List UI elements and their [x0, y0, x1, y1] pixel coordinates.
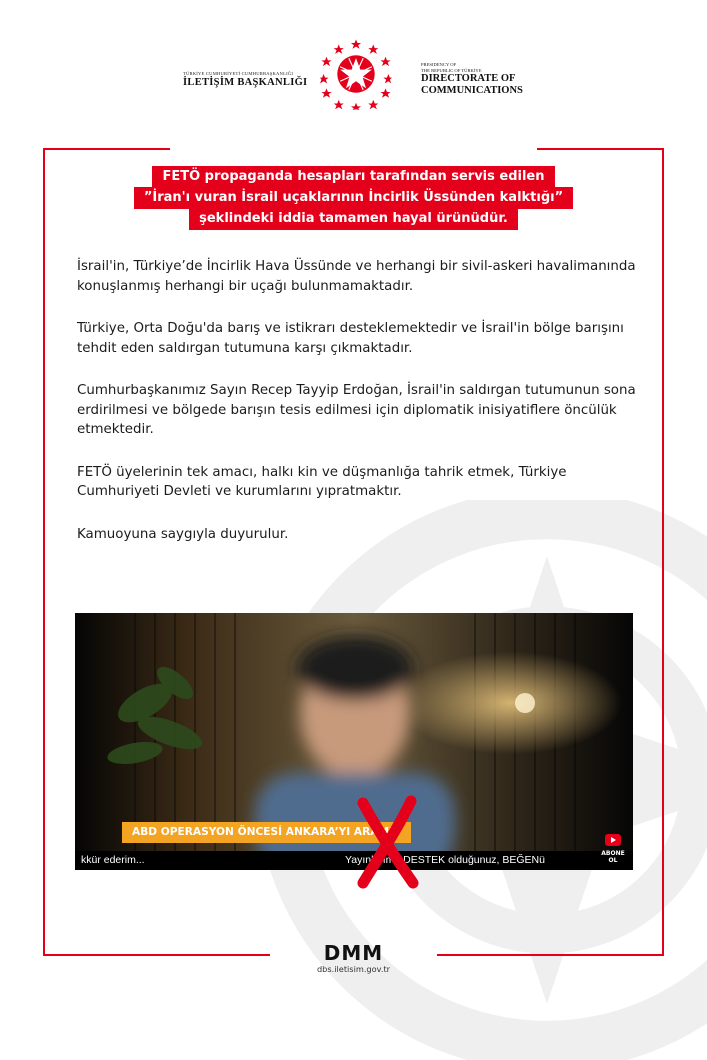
red-cross-icon: [355, 795, 420, 890]
frame-line: [662, 148, 664, 956]
subscribe-label-1: ABONE: [601, 850, 625, 857]
agency-parent-en-1: PRESIDENCY OF: [421, 62, 457, 67]
headline-line-3: şeklindeki iddia tamamen hayal ürünüdür.: [189, 208, 518, 230]
agency-name-tr: [183, 71, 307, 88]
paragraph: İsrail'in, Türkiye’de İncirlik Hava Üssünde ve herhangi bir sivil-askeri havalimanında konuşlanmış herhangi bir uçağı bulunmamaktadır.: [77, 259, 636, 294]
dmm-logo: DMM: [323, 941, 384, 965]
ticker-text-left: kkür ederim...: [81, 854, 145, 866]
agency-title-en-2: COMMUNICATIONS: [421, 84, 523, 96]
headline-line-2: ”İran'ı vuran İsrail uçaklarının İncirlik Üssünden kalktığı”: [134, 187, 573, 209]
agency-parent-en-2: THE REPUBLIC OF TÜRKİYE: [421, 67, 482, 73]
video-caption: ABD OPERASYON ÖNCESİ ANKARA’YI ARAMIŞ: [122, 822, 411, 843]
frame-line: [537, 148, 664, 150]
agency-name-en: [421, 62, 523, 96]
page-header: [0, 38, 707, 123]
frame-line: [43, 148, 170, 150]
play-icon: [605, 834, 621, 846]
ticker-text-right: Yayınlarıma DESTEK olduğunuz, BEĞENü: [345, 854, 545, 866]
footer-url[interactable]: dbs.iletisim.gov.tr: [316, 964, 391, 974]
page-footer: [0, 942, 707, 974]
agency-parent-tr: TÜRKİYE CUMHURİYETİ CUMHURBAŞKANLIĞI: [183, 71, 294, 76]
star-emblem-icon: [320, 38, 392, 110]
headline-line-1: FETÖ propaganda hesapları tarafından servis edilen: [152, 166, 554, 188]
subscribe-badge: [599, 831, 627, 864]
statement-body: [77, 257, 637, 567]
paragraph: Cumhurbaşkanımız Sayın Recep Tayyip Erdoğan, İsrail'in saldırgan tutumunun sona erdirilmesi ve bölgede barışın tesis edilmesi için diplomatik inisiyatiflere öncülük etmektedir.: [77, 383, 636, 437]
paragraph: FETÖ üyelerinin tek amacı, halkı kin ve düşmanlığa tahrik etmek, Türkiye Cumhuriyeti Devleti ve kurumlarını yıpratmaktır.: [77, 464, 567, 499]
paragraph: Kamuoyuna saygıyla duyurulur.: [77, 526, 289, 542]
paragraph: Türkiye, Orta Doğu'da barış ve istikrarı desteklemektedir ve İsrail'in bölge barışını tehdit eden saldırgan tutumuna karşı çıkmaktadır.: [77, 321, 624, 356]
headline: [0, 165, 707, 228]
agency-title-en-1: DIRECTORATE OF: [421, 73, 516, 85]
agency-title-tr: İLETİŞİM BAŞKANLIĞI: [183, 77, 308, 88]
frame-line: [43, 148, 45, 956]
subscribe-label-2: OL: [608, 857, 618, 864]
video-screenshot: [75, 613, 633, 870]
